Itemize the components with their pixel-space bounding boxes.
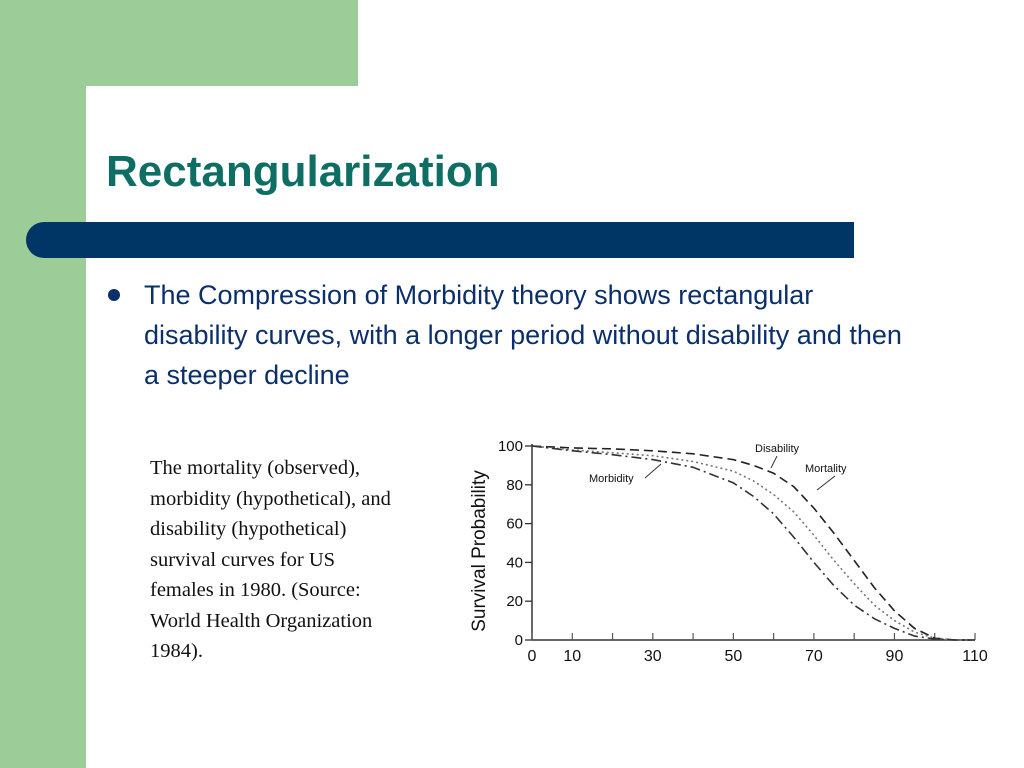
y-tick-label: 40 (506, 554, 523, 572)
y-tick-label: 80 (506, 476, 523, 494)
annotation-leader-morbidity (645, 464, 661, 478)
bullet-dot-icon (108, 289, 120, 301)
annotation-leader-mortality (817, 476, 835, 490)
x-tick-label: 30 (643, 648, 662, 665)
y-tick-label: 20 (506, 593, 523, 611)
x-tick-label: 110 (962, 648, 988, 665)
x-tick-label: 0 (527, 648, 537, 665)
annotation-label-mortality: Mortality (805, 463, 847, 475)
annotation-leader-disability (771, 456, 777, 468)
survival-curves-chart (455, 432, 995, 667)
x-tick-label: 90 (885, 648, 904, 665)
bullet-item (104, 275, 904, 395)
y-tick-label: 60 (506, 515, 523, 533)
x-tick-label: 70 (805, 648, 823, 665)
top-decorative-block (0, 0, 358, 86)
bullet-list (104, 275, 904, 395)
bullet-text: The Compression of Morbidity theory shows rectangular disability curves, with a longer period without disability and then a steeper decline (144, 280, 902, 390)
y-tick-label: 0 (514, 632, 523, 649)
x-tick-label: 10 (563, 648, 582, 665)
slide-title: Rectangularization (106, 147, 500, 196)
figure-caption: The mortality (observed), morbidity (hypothetical), and disability (hypothetical) survival curves for US females in 1980. (Source: World Health Organization 1984). (150, 457, 391, 662)
left-decorative-band (0, 0, 86, 768)
title-divider-bar (26, 222, 854, 258)
x-tick-label: 50 (724, 648, 743, 665)
y-axis-label: Survival Probability (469, 470, 490, 632)
annotation-label-morbidity: Morbidity (589, 473, 634, 485)
y-tick-label: 100 (497, 438, 523, 455)
annotation-label-disability: Disability (755, 443, 800, 455)
